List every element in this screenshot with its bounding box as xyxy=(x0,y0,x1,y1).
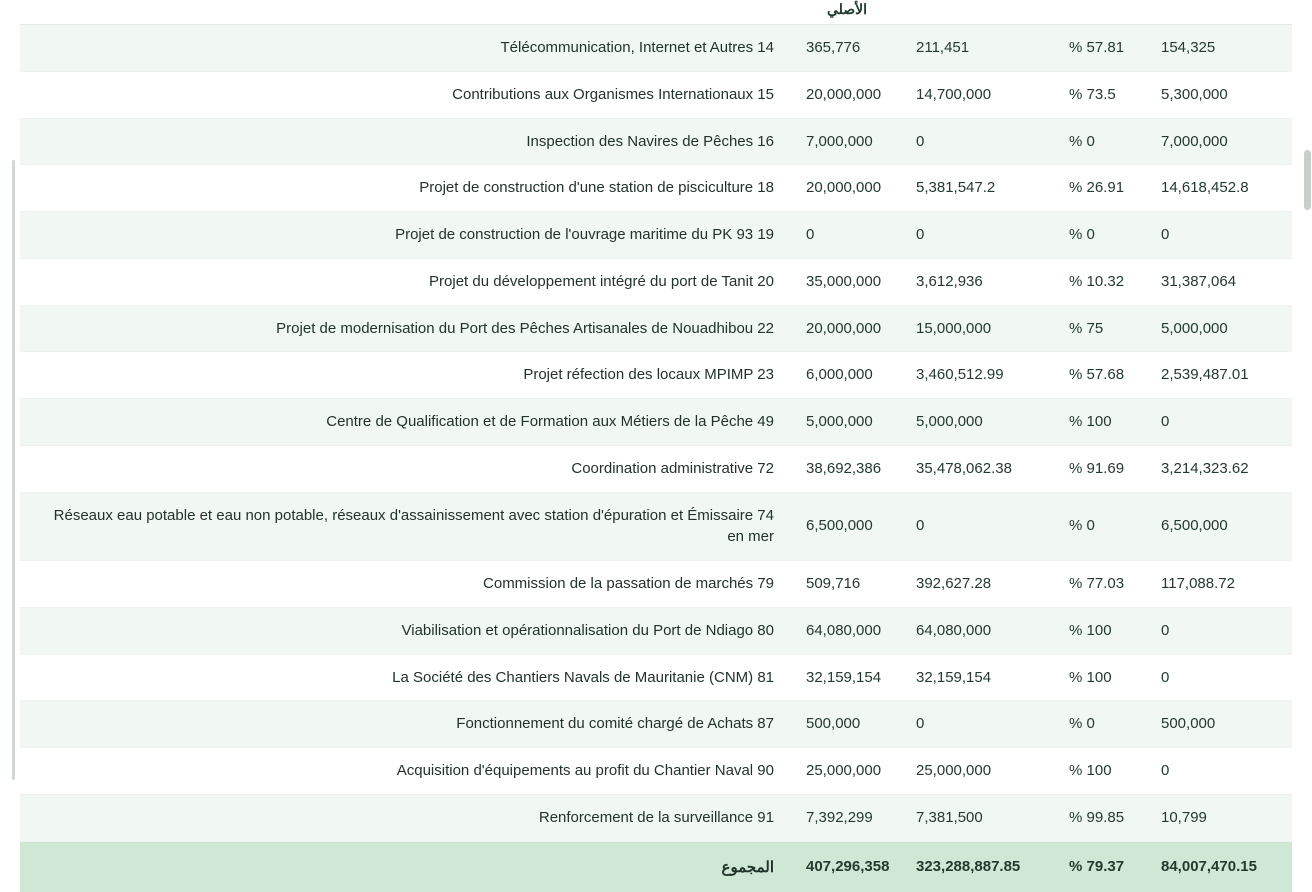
cell-executed: 0 xyxy=(1147,748,1292,795)
table-row xyxy=(20,561,1292,608)
cell-paid: 64,080,000 xyxy=(902,607,1047,654)
cell-label: Projet de modernisation du Port des Pêches Artisanales de Nouadhibou 22 xyxy=(20,305,792,352)
cell-paid: 5,000,000 xyxy=(902,399,1047,446)
cell-rate: % 100 xyxy=(1047,654,1147,701)
cell-original: 25,000,000 xyxy=(792,748,902,795)
cell-rate: % 0 xyxy=(1047,212,1147,259)
table-row xyxy=(20,258,1292,305)
column-header-paid xyxy=(902,0,1047,25)
cell-label: Commission de la passation de marchés 79 xyxy=(20,561,792,608)
table-row xyxy=(20,165,1292,212)
cell-paid: 5,381,547.2 xyxy=(902,165,1047,212)
cell-executed: 7,000,000 xyxy=(1147,118,1292,165)
cell-rate: % 10.32 xyxy=(1047,258,1147,305)
column-header-original: الأصلي xyxy=(792,0,902,25)
cell-rate: % 73.5 xyxy=(1047,71,1147,118)
cell-executed: 0 xyxy=(1147,399,1292,446)
table-row xyxy=(20,212,1292,259)
cell-paid: 7,381,500 xyxy=(902,794,1047,841)
cell-label: Projet réfection des locaux MPIMP 23 xyxy=(20,352,792,399)
cell-paid: 392,627.28 xyxy=(902,561,1047,608)
cell-executed: 2,539,487.01 xyxy=(1147,352,1292,399)
total-label: المجموع xyxy=(20,841,792,892)
cell-executed: 10,799 xyxy=(1147,794,1292,841)
cell-paid: 35,478,062.38 xyxy=(902,445,1047,492)
cell-original: 7,392,299 xyxy=(792,794,902,841)
table-row xyxy=(20,25,1292,72)
cell-executed: 3,214,323.62 xyxy=(1147,445,1292,492)
cell-rate: % 0 xyxy=(1047,701,1147,748)
cell-executed: 0 xyxy=(1147,212,1292,259)
budget-table-container xyxy=(20,0,1292,892)
table-footer xyxy=(20,841,1292,892)
table-row xyxy=(20,352,1292,399)
column-header-label xyxy=(20,0,792,25)
table-row xyxy=(20,118,1292,165)
cell-label: Réseaux eau potable et eau non potable, réseaux d'assainissement avec station d'épuration et Émissaire 74 en mer xyxy=(20,492,792,561)
cell-original: 38,692,386 xyxy=(792,445,902,492)
cell-rate: % 75 xyxy=(1047,305,1147,352)
table-row xyxy=(20,794,1292,841)
cell-paid: 3,612,936 xyxy=(902,258,1047,305)
cell-original: 20,000,000 xyxy=(792,305,902,352)
total-paid: 323,288,887.85 xyxy=(902,841,1047,892)
table-row xyxy=(20,654,1292,701)
cell-executed: 5,000,000 xyxy=(1147,305,1292,352)
cell-original: 20,000,000 xyxy=(792,165,902,212)
column-header-rate xyxy=(1047,0,1147,25)
table-header-row xyxy=(20,0,1292,25)
cell-executed: 0 xyxy=(1147,654,1292,701)
cell-original: 6,500,000 xyxy=(792,492,902,561)
cell-paid: 211,451 xyxy=(902,25,1047,72)
content-scroll-rail[interactable] xyxy=(12,160,15,780)
cell-label: Contributions aux Organismes Internationaux 15 xyxy=(20,71,792,118)
cell-original: 365,776 xyxy=(792,25,902,72)
cell-executed: 31,387,064 xyxy=(1147,258,1292,305)
cell-rate: % 57.68 xyxy=(1047,352,1147,399)
cell-executed: 154,325 xyxy=(1147,25,1292,72)
cell-paid: 0 xyxy=(902,212,1047,259)
cell-paid: 0 xyxy=(902,118,1047,165)
cell-executed: 6,500,000 xyxy=(1147,492,1292,561)
cell-label: Projet de construction d'une station de pisciculture 18 xyxy=(20,165,792,212)
cell-original: 35,000,000 xyxy=(792,258,902,305)
cell-paid: 14,700,000 xyxy=(902,71,1047,118)
cell-original: 7,000,000 xyxy=(792,118,902,165)
cell-label: Inspection des Navires de Pêches 16 xyxy=(20,118,792,165)
cell-rate: % 100 xyxy=(1047,607,1147,654)
table-row xyxy=(20,701,1292,748)
cell-paid: 32,159,154 xyxy=(902,654,1047,701)
cell-original: 0 xyxy=(792,212,902,259)
table-body xyxy=(20,25,1292,842)
cell-rate: % 100 xyxy=(1047,399,1147,446)
cell-original: 5,000,000 xyxy=(792,399,902,446)
table-row xyxy=(20,399,1292,446)
cell-paid: 0 xyxy=(902,701,1047,748)
total-executed: 84,007,470.15 xyxy=(1147,841,1292,892)
cell-label: La Société des Chantiers Navals de Mauritanie (CNM) 81 xyxy=(20,654,792,701)
cell-label: Viabilisation et opérationnalisation du Port de Ndiago 80 xyxy=(20,607,792,654)
total-original: 407,296,358 xyxy=(792,841,902,892)
cell-label: Coordination administrative 72 xyxy=(20,445,792,492)
cell-paid: 15,000,000 xyxy=(902,305,1047,352)
cell-rate: % 57.81 xyxy=(1047,25,1147,72)
cell-paid: 3,460,512.99 xyxy=(902,352,1047,399)
table-row xyxy=(20,607,1292,654)
cell-executed: 500,000 xyxy=(1147,701,1292,748)
cell-original: 32,159,154 xyxy=(792,654,902,701)
table-row xyxy=(20,305,1292,352)
cell-paid: 25,000,000 xyxy=(902,748,1047,795)
cell-label: Télécommunication, Internet et Autres 14 xyxy=(20,25,792,72)
cell-original: 64,080,000 xyxy=(792,607,902,654)
cell-rate: % 26.91 xyxy=(1047,165,1147,212)
cell-label: Projet de construction de l'ouvrage maritime du PK 93 19 xyxy=(20,212,792,259)
page-scrollbar[interactable] xyxy=(1302,0,1312,864)
cell-rate: % 0 xyxy=(1047,118,1147,165)
table-header xyxy=(20,0,1292,25)
cell-label: Renforcement de la surveillance 91 xyxy=(20,794,792,841)
cell-rate: % 0 xyxy=(1047,492,1147,561)
budget-table xyxy=(20,0,1292,892)
cell-original: 6,000,000 xyxy=(792,352,902,399)
scrollbar-thumb[interactable] xyxy=(1304,150,1311,210)
column-header-executed xyxy=(1147,0,1292,25)
cell-label: Fonctionnement du comité chargé de Achats 87 xyxy=(20,701,792,748)
cell-executed: 0 xyxy=(1147,607,1292,654)
table-total-row xyxy=(20,841,1292,892)
table-row xyxy=(20,445,1292,492)
cell-rate: % 99.85 xyxy=(1047,794,1147,841)
cell-label: Projet du développement intégré du port de Tanit 20 xyxy=(20,258,792,305)
cell-rate: % 77.03 xyxy=(1047,561,1147,608)
cell-paid: 0 xyxy=(902,492,1047,561)
cell-rate: % 91.69 xyxy=(1047,445,1147,492)
table-row xyxy=(20,492,1292,561)
cell-original: 20,000,000 xyxy=(792,71,902,118)
cell-executed: 5,300,000 xyxy=(1147,71,1292,118)
cell-rate: % 100 xyxy=(1047,748,1147,795)
table-row xyxy=(20,71,1292,118)
cell-original: 500,000 xyxy=(792,701,902,748)
cell-label: Acquisition d'équipements au profit du Chantier Naval 90 xyxy=(20,748,792,795)
cell-executed: 117,088.72 xyxy=(1147,561,1292,608)
total-rate: % 79.37 xyxy=(1047,841,1147,892)
table-row xyxy=(20,748,1292,795)
cell-label: Centre de Qualification et de Formation aux Métiers de la Pêche 49 xyxy=(20,399,792,446)
cell-original: 509,716 xyxy=(792,561,902,608)
cell-executed: 14,618,452.8 xyxy=(1147,165,1292,212)
